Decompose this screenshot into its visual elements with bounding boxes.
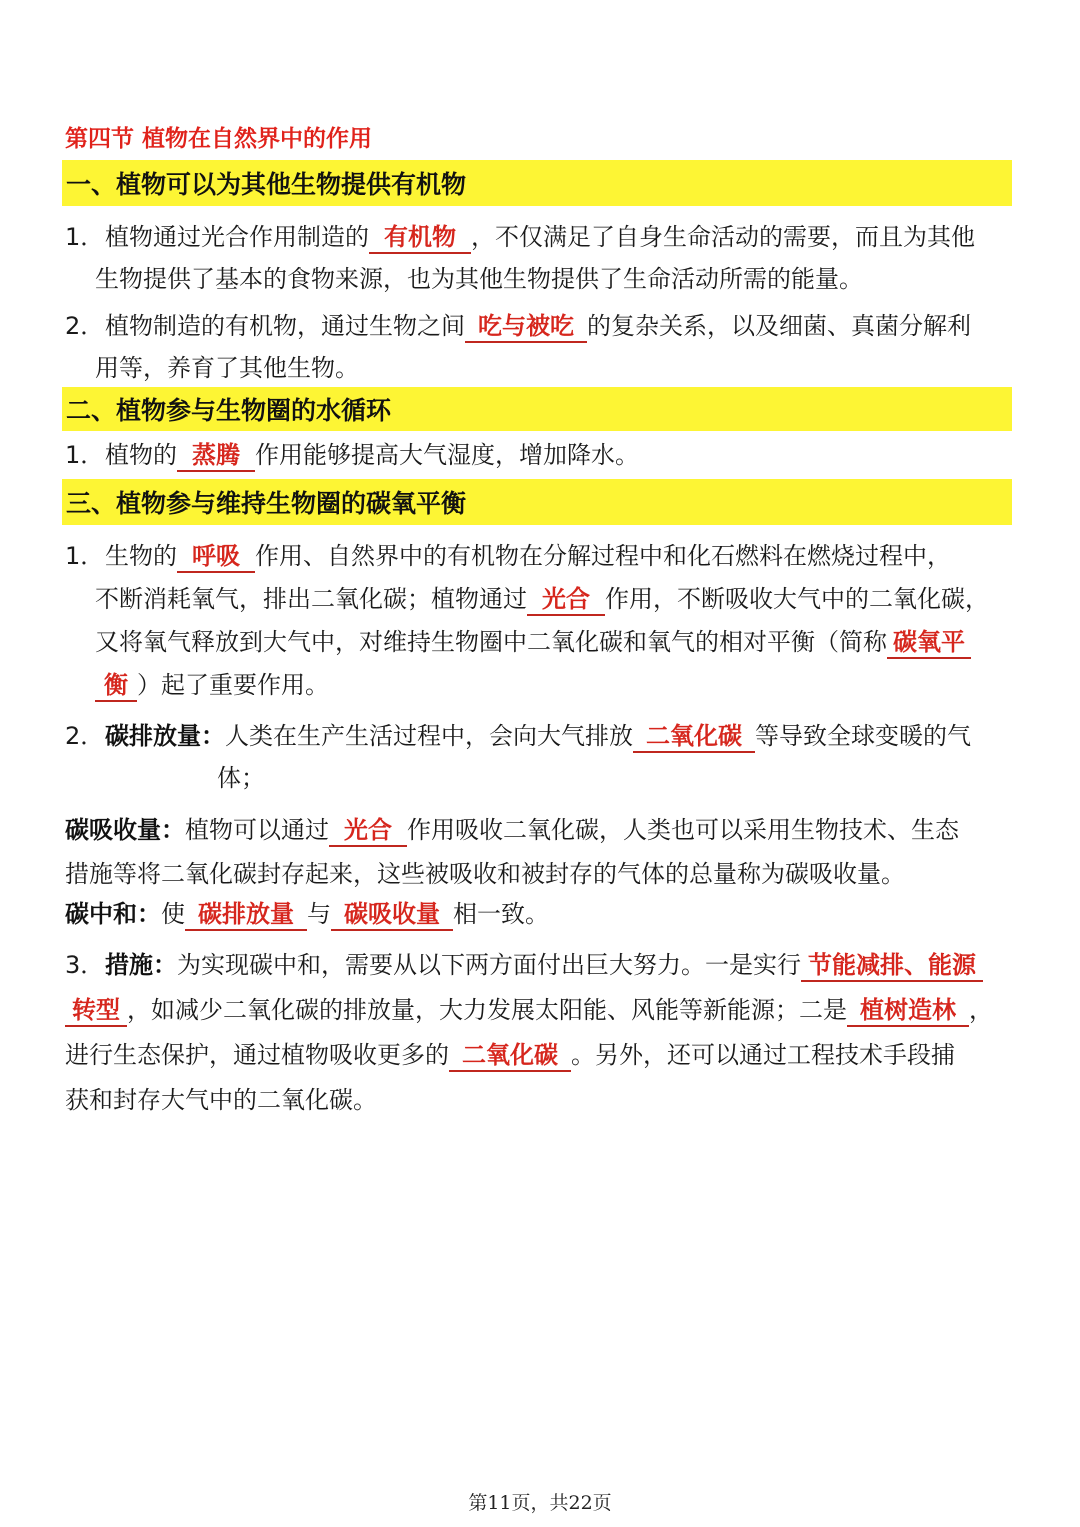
text: 作用吸收二氧化碳，人类也可以采用生物技术、生态 [407, 816, 959, 844]
text: 不断消耗氧气，排出二氧化碳；植物通过 [95, 585, 527, 613]
text: 植物可以通过 [185, 816, 329, 844]
text: 又将氧气释放到大气中，对维持生物圈中二氧化碳和氧气的相对平衡（简称 [95, 628, 887, 656]
heading-part-1: 一、植物可以为其他生物提供有机物 [62, 160, 1012, 206]
heading-part-2: 二、植物参与生物圈的水循环 [62, 387, 1012, 431]
paragraph-3-3 [65, 943, 1015, 1123]
term-label: 措施： [105, 951, 177, 979]
text: 进行生态保护，通过植物吸收更多的 [65, 1041, 449, 1069]
text: 措施等将二氧化碳封存起来，这些被吸收和被封存的气体的总量称为碳吸收量。 [65, 860, 905, 888]
paragraph-carbon-absorb [65, 808, 1015, 896]
text: 植物制造的有机物，通过生物之间 [105, 312, 465, 340]
text: 等导致全球变暖的气 [755, 722, 971, 750]
item-number: 1． [65, 223, 105, 251]
term-label: 碳中和： [65, 900, 161, 928]
answer-blank: 节能减排、能源 [801, 950, 983, 982]
text: 为实现碳中和，需要从以下两方面付出巨大努力。一是实行 [177, 951, 801, 979]
text: 植物的 [105, 441, 177, 469]
heading-part-3: 三、植物参与维持生物圈的碳氧平衡 [62, 479, 1012, 525]
text: 相一致。 [453, 900, 549, 928]
answer-blank: 碳排放量 [185, 899, 307, 931]
answer-blank: 转型 [65, 995, 127, 1027]
text: ，如减少二氧化碳的排放量，大力发展太阳能、风能等新能源；二是 [127, 996, 847, 1024]
text: 。另外，还可以通过工程技术手段捕 [571, 1041, 955, 1069]
answer-blank: 二氧化碳 [633, 721, 755, 753]
answer-blank: 吃与被吃 [465, 311, 587, 343]
text: 与 [307, 900, 331, 928]
answer-blank: 碳氧平 [887, 627, 971, 659]
item-number: 1． [65, 441, 105, 469]
section-title: 第四节 植物在自然界中的作用 [65, 126, 373, 152]
paragraph-3-1 [65, 535, 1015, 707]
page-footer: 第11页，共22页 [468, 1492, 612, 1514]
text: 生物的 [105, 542, 177, 570]
term-label: 碳吸收量： [65, 816, 185, 844]
item-number: 2． [65, 312, 105, 340]
answer-blank: 呼吸 [177, 541, 255, 573]
answer-blank: 有机物 [369, 222, 471, 254]
answer-blank: 植树造林 [847, 995, 969, 1027]
text: 植物通过光合作用制造的 [105, 223, 369, 251]
paragraph-carbon-neutral [65, 893, 1015, 935]
answer-blank: 蒸腾 [177, 440, 255, 472]
text: 人类在生产生活过程中，会向大气排放 [225, 722, 633, 750]
text: 作用、自然界中的有机物在分解过程中和化石燃料在燃烧过程中， [255, 542, 951, 570]
text: ，不仅满足了自身生命活动的需要，而且为其他 [471, 223, 975, 251]
answer-blank: 衡 [95, 670, 137, 702]
text: ， [969, 996, 993, 1024]
text: 作用能够提高大气湿度，增加降水。 [255, 441, 639, 469]
paragraph-2-1 [65, 434, 1015, 476]
text: 体； [217, 764, 265, 792]
answer-blank: 二氧化碳 [449, 1040, 571, 1072]
text: 使 [161, 900, 185, 928]
text: 作用，不断吸收大气中的二氧化碳， [605, 585, 989, 613]
term-label: 碳排放量： [105, 722, 225, 750]
text: 用等，养育了其他生物。 [95, 354, 359, 382]
answer-blank: 碳吸收量 [331, 899, 453, 931]
item-number: 1． [65, 542, 105, 570]
paragraph-3-2 [65, 715, 1015, 799]
item-number: 2． [65, 722, 105, 750]
paragraph-1-2 [65, 305, 1015, 389]
text: 的复杂关系，以及细菌、真菌分解利 [587, 312, 971, 340]
item-number: 3． [65, 951, 105, 979]
text: 生物提供了基本的食物来源，也为其他生物提供了生命活动所需的能量。 [95, 265, 863, 293]
answer-blank: 光合 [329, 815, 407, 847]
answer-blank: 光合 [527, 584, 605, 616]
paragraph-1-1 [65, 216, 1015, 300]
text: ）起了重要作用。 [137, 671, 329, 699]
text: 获和封存大气中的二氧化碳。 [65, 1086, 377, 1114]
